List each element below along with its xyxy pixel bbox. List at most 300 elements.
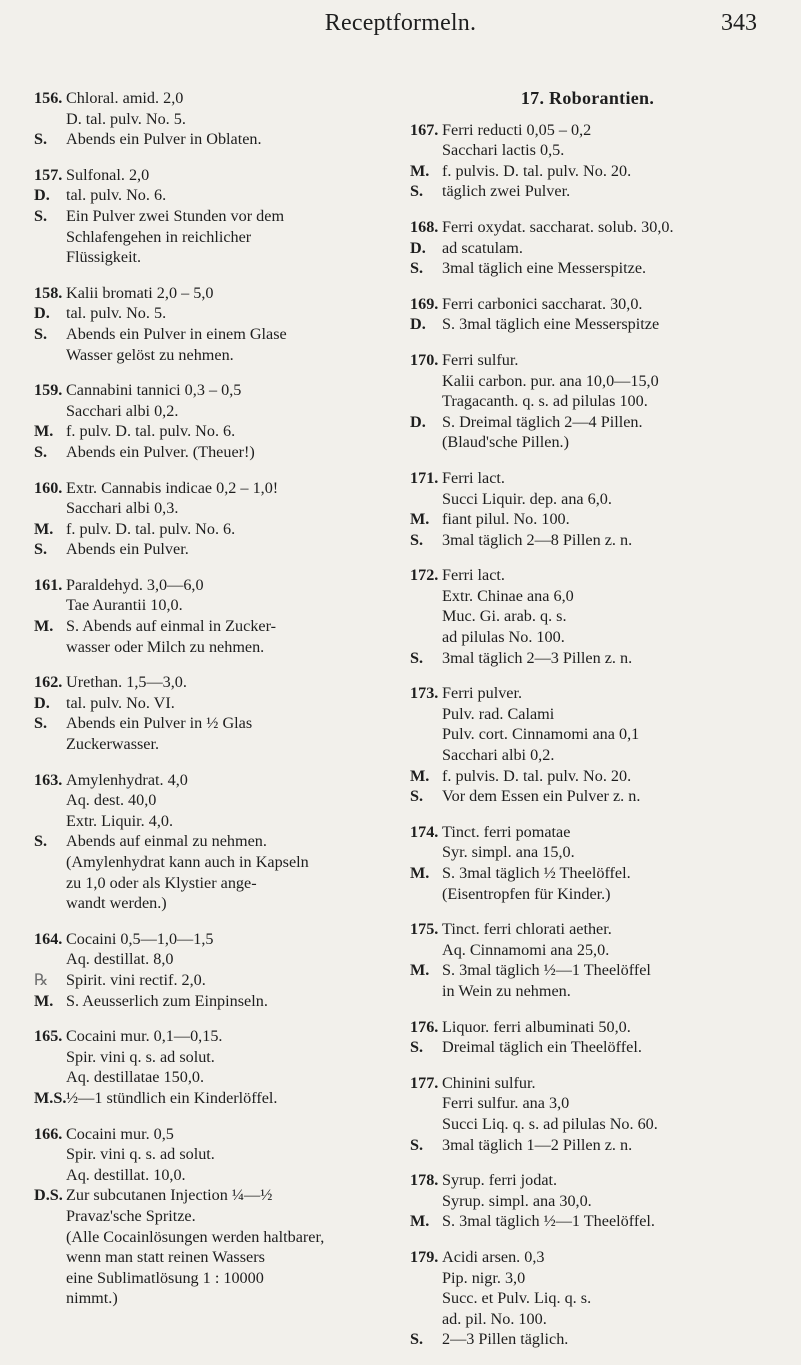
- line-label: [410, 704, 442, 725]
- right-column-entries: [410, 120, 765, 1350]
- recipe-line: [34, 109, 389, 130]
- page-number: 343: [721, 10, 757, 36]
- recipe-line: [34, 1206, 389, 1227]
- line-text: Kalii bromati 2,0 – 5,0: [66, 283, 214, 302]
- line-label: [34, 345, 66, 366]
- line-text: Aq. destillat. 10,0.: [66, 1165, 186, 1184]
- recipe-line: [34, 790, 389, 811]
- recipe-line: [410, 1247, 765, 1268]
- recipe-line: [34, 478, 389, 499]
- line-text: 3mal täglich eine Messerspitze.: [442, 259, 647, 278]
- line-text: in Wein zu nehmen.: [442, 981, 571, 1000]
- recipe-symbol-icon: ℞: [34, 970, 49, 989]
- recipe-line: [410, 745, 765, 766]
- recipe-entry: [34, 1124, 389, 1309]
- line-label: [34, 1206, 66, 1227]
- recipe-line: [410, 766, 765, 787]
- recipe-line: [34, 1227, 389, 1248]
- line-label: S.: [34, 442, 48, 461]
- recipe-line: [34, 1144, 389, 1165]
- line-text: Spir. vini q. s. ad solut.: [66, 1145, 215, 1164]
- line-text: Dreimal täglich ein Theelöffel.: [442, 1038, 642, 1057]
- line-label: [34, 1227, 66, 1248]
- line-text: Pravaz'sche Spritze.: [66, 1206, 196, 1225]
- line-label: S.: [410, 1330, 424, 1349]
- line-text: Liquor. ferri albuminati 50,0.: [442, 1017, 631, 1036]
- line-label: S.: [410, 1038, 424, 1057]
- recipe-entry: [410, 919, 765, 1001]
- recipe-line: [34, 1247, 389, 1268]
- line-text: S. Dreimal täglich 2—4 Pillen.: [442, 412, 643, 431]
- line-text: täglich zwei Pulver.: [442, 182, 571, 201]
- recipe-line: [34, 129, 389, 150]
- line-text: Pip. nigr. 3,0: [442, 1268, 526, 1287]
- recipe-line: [410, 468, 765, 489]
- line-text: Urethan. 1,5—3,0.: [66, 673, 187, 692]
- line-text: Aq. Cinnamomi ana 25,0.: [442, 940, 610, 959]
- recipe-line: [410, 940, 765, 961]
- line-label: D.: [34, 186, 50, 205]
- line-label: S.: [34, 714, 48, 733]
- line-label: [410, 586, 442, 607]
- recipe-line: [410, 786, 765, 807]
- line-label: 179.: [410, 1247, 439, 1266]
- line-label: S.: [410, 648, 424, 667]
- line-label: 160.: [34, 478, 63, 497]
- recipe-line: [410, 1093, 765, 1114]
- line-label: S.: [34, 206, 48, 225]
- line-label: 178.: [410, 1171, 439, 1190]
- line-label: 166.: [34, 1124, 63, 1143]
- line-text: Ferri oxydat. saccharat. solub. 30,0.: [442, 217, 674, 236]
- line-text: S. 3mal täglich ½—1 Theelöffel: [442, 961, 651, 980]
- recipe-line: [410, 350, 765, 371]
- recipe-line: [34, 227, 389, 248]
- line-label: M.: [410, 961, 430, 980]
- recipe-line: [410, 1073, 765, 1094]
- recipe-line: [34, 1165, 389, 1186]
- line-text: tal. pulv. No. VI.: [66, 693, 175, 712]
- line-label: 164.: [34, 929, 63, 948]
- recipe-entry: [34, 165, 389, 268]
- recipe-line: [410, 509, 765, 530]
- recipe-entry: [410, 1073, 765, 1155]
- recipe-line: [34, 1124, 389, 1145]
- line-text: Ferri lact.: [442, 566, 505, 585]
- recipe-line: [34, 929, 389, 950]
- line-label: [34, 227, 66, 248]
- recipe-entry: [34, 478, 389, 560]
- line-label: [34, 595, 66, 616]
- line-text: Sacchari albi 0,3.: [66, 499, 179, 518]
- recipe-line: [34, 303, 389, 324]
- line-text: (Blaud'sche Pillen.): [442, 433, 569, 452]
- line-text: Wasser gelöst zu nehmen.: [66, 345, 234, 364]
- recipe-line: [410, 648, 765, 669]
- line-text: (Amylenhydrat kann auch in Kapseln: [66, 853, 309, 871]
- recipe-line: [410, 1288, 765, 1309]
- recipe-line: [34, 595, 389, 616]
- recipe-line: [34, 1288, 389, 1309]
- line-text: Kalii carbon. pur. ana 10,0—15,0: [442, 371, 659, 390]
- line-label: [410, 371, 442, 392]
- recipe-line: [410, 981, 765, 1002]
- recipe-line: [410, 120, 765, 141]
- line-text: Flüssigkeit.: [66, 248, 142, 267]
- recipe-line: [34, 949, 389, 970]
- line-text: Ein Pulver zwei Stunden vor dem: [66, 206, 285, 225]
- line-label: [410, 842, 442, 863]
- line-text: Abends ein Pulver. (Theuer!): [66, 442, 255, 461]
- recipe-line: [410, 1211, 765, 1232]
- line-label: [410, 1309, 442, 1330]
- line-label: [410, 140, 442, 161]
- line-text: Succi Liquir. dep. ana 6,0.: [442, 489, 612, 508]
- line-label: M.: [410, 1212, 430, 1231]
- recipe-entry: [410, 565, 765, 668]
- recipe-entry: [410, 217, 765, 279]
- recipe-line: [410, 432, 765, 453]
- recipe-line: [410, 1309, 765, 1330]
- line-label: [410, 724, 442, 745]
- line-label: 172.: [410, 566, 439, 585]
- recipe-line: [34, 519, 389, 540]
- recipe-line: [410, 412, 765, 433]
- recipe-line: [410, 530, 765, 551]
- line-label: [410, 432, 442, 453]
- recipe-line: [34, 380, 389, 401]
- line-text: wandt werden.): [66, 894, 167, 913]
- recipe-line: [410, 238, 765, 259]
- recipe-line: [34, 693, 389, 714]
- recipe-entry: [34, 770, 389, 914]
- line-text: Chloral. amid. 2,0: [66, 89, 184, 107]
- recipe-entry: [34, 929, 389, 1011]
- recipe-line: [410, 884, 765, 905]
- line-label: S.: [410, 530, 424, 549]
- line-label: [34, 1067, 66, 1088]
- recipe-line: [410, 960, 765, 981]
- line-text: Abends ein Pulver in einem Glase: [66, 324, 287, 343]
- recipe-line: [34, 185, 389, 206]
- line-text: Ferri lact.: [442, 468, 505, 487]
- line-label: [410, 1093, 442, 1114]
- recipe-line: [34, 575, 389, 596]
- line-label: [410, 391, 442, 412]
- recipe-entry: [410, 120, 765, 202]
- line-text: Sulfonal. 2,0: [66, 165, 150, 184]
- line-label: M.: [410, 864, 430, 882]
- line-label: [410, 1114, 442, 1135]
- recipe-entry: [410, 350, 765, 453]
- line-label: 174.: [410, 822, 439, 841]
- line-text: Muc. Gi. arab. q. s.: [442, 607, 567, 626]
- line-label: 169.: [410, 294, 439, 313]
- recipe-entry: [410, 468, 765, 550]
- line-text: (Alle Cocainlösungen werden haltbarer,: [66, 1227, 325, 1246]
- line-label: [34, 790, 66, 811]
- recipe-line: [410, 140, 765, 161]
- recipe-entry: [34, 283, 389, 365]
- recipe-line: [34, 539, 389, 560]
- line-label: [410, 489, 442, 510]
- page-header: [0, 8, 801, 42]
- recipe-line: [410, 371, 765, 392]
- line-text: Tinct. ferri chlorati aether.: [442, 920, 612, 939]
- line-label: 156.: [34, 89, 63, 107]
- recipe-line: [410, 683, 765, 704]
- line-label: D.: [34, 693, 50, 712]
- line-text: D. tal. pulv. No. 5.: [66, 109, 186, 128]
- recipe-line: [410, 586, 765, 607]
- line-text: Sacchari albi 0,2.: [66, 401, 179, 420]
- recipe-line: [34, 672, 389, 693]
- recipe-line: [34, 1268, 389, 1289]
- line-label: [34, 637, 66, 658]
- line-text: f. pulv. D. tal. pulv. No. 6.: [66, 519, 236, 538]
- recipe-line: [34, 1067, 389, 1088]
- line-text: S. 3mal täglich eine Messerspitze: [442, 315, 660, 334]
- line-label: S.: [34, 130, 48, 149]
- line-label: [34, 949, 66, 970]
- recipe-line: [410, 565, 765, 586]
- line-text: ad pilulas No. 100.: [442, 628, 565, 647]
- line-label: [410, 940, 442, 961]
- line-label: [410, 1288, 442, 1309]
- line-text: Cannabini tannici 0,3 – 0,5: [66, 381, 242, 400]
- line-label: D.: [34, 304, 50, 323]
- left-column: [34, 88, 389, 1324]
- line-label: 167.: [410, 120, 439, 139]
- line-label: S.: [410, 182, 424, 201]
- line-label: M.: [410, 766, 430, 785]
- line-text: ad scatulam.: [442, 238, 523, 257]
- line-text: Pulv. rad. Calami: [442, 704, 555, 723]
- running-title: Receptformeln.: [324, 10, 477, 36]
- line-text: Abends auf einmal zu nehmen.: [66, 832, 267, 851]
- line-text: f. pulvis. D. tal. pulv. No. 20.: [442, 766, 632, 785]
- recipe-line: [410, 724, 765, 745]
- recipe-line: [410, 1191, 765, 1212]
- line-text: Extr. Chinae ana 6,0: [442, 586, 574, 605]
- recipe-line: [410, 1037, 765, 1058]
- recipe-line: [34, 970, 389, 991]
- recipe-entry: [34, 575, 389, 657]
- line-label: D.: [410, 315, 426, 334]
- recipe-line: [34, 1026, 389, 1047]
- line-label: 173.: [410, 684, 439, 703]
- line-text: ad. pil. No. 100.: [442, 1309, 547, 1328]
- line-label: M.: [410, 161, 430, 180]
- line-text: f. pulvis. D. tal. pulv. No. 20.: [442, 161, 632, 180]
- line-text: Abends ein Pulver.: [66, 540, 189, 559]
- line-label: 176.: [410, 1017, 439, 1036]
- line-text: Sacchari lactis 0,5.: [442, 141, 565, 160]
- line-text: Aq. destillatae 150,0.: [66, 1068, 205, 1087]
- line-label: S.: [34, 540, 48, 559]
- recipe-line: [34, 401, 389, 422]
- line-text: Succi Liq. q. s. ad pilulas No. 60.: [442, 1114, 658, 1133]
- line-text: Aq. dest. 40,0: [66, 791, 157, 810]
- line-label: 162.: [34, 673, 63, 692]
- recipe-line: [410, 1135, 765, 1156]
- recipe-entry: [34, 88, 389, 150]
- line-label: [34, 1247, 66, 1268]
- recipe-line: [410, 627, 765, 648]
- line-text: Paraldehyd. 3,0—6,0: [66, 575, 204, 594]
- recipe-line: [34, 893, 389, 914]
- recipe-line: [34, 165, 389, 186]
- line-text: Pulv. cort. Cinnamomi ana 0,1: [442, 725, 640, 744]
- line-text: S. 3mal täglich ½ Theelöffel.: [442, 864, 631, 882]
- line-text: S. 3mal täglich ½—1 Theelöffel.: [442, 1212, 655, 1231]
- line-text: Cocaini mur. 0,5: [66, 1124, 174, 1143]
- line-label: [34, 109, 66, 130]
- line-text: eine Sublimatlösung 1 : 10000: [66, 1268, 264, 1287]
- line-text: Amylenhydrat. 4,0: [66, 770, 188, 789]
- line-label: 177.: [410, 1073, 439, 1092]
- line-text: Tae Aurantii 10,0.: [66, 596, 183, 615]
- line-label: 157.: [34, 165, 63, 184]
- recipe-entry: [34, 380, 389, 462]
- line-label: M.S.: [34, 1088, 67, 1107]
- recipe-line: [34, 637, 389, 658]
- recipe-line: [410, 1268, 765, 1289]
- recipe-line: [34, 713, 389, 734]
- line-text: Sacchari albi 0,2.: [442, 746, 555, 765]
- line-text: Spir. vini q. s. ad solut.: [66, 1047, 215, 1066]
- recipe-line: [34, 283, 389, 304]
- line-label: M.: [34, 519, 54, 538]
- line-label: S.: [410, 259, 424, 278]
- recipe-line: [410, 842, 765, 863]
- line-label: [34, 498, 66, 519]
- recipe-line: [34, 345, 389, 366]
- recipe-line: [34, 616, 389, 637]
- recipe-line: [34, 324, 389, 345]
- line-label: [410, 884, 442, 905]
- line-label: 175.: [410, 920, 439, 939]
- line-label: 170.: [410, 350, 439, 369]
- line-text: zu 1,0 oder als Klystier ange-: [66, 873, 257, 892]
- line-label: S.: [410, 1135, 424, 1154]
- recipe-entry: [410, 822, 765, 904]
- line-text: Tinct. ferri pomatae: [442, 822, 571, 841]
- line-label: [34, 247, 66, 268]
- line-text: Schlafengehen in reichlicher: [66, 227, 252, 246]
- line-text: Tragacanth. q. s. ad pilulas 100.: [442, 392, 648, 411]
- recipe-line: [410, 1017, 765, 1038]
- recipe-entry: [410, 1017, 765, 1058]
- line-label: D.S.: [34, 1186, 63, 1205]
- line-text: Zuckerwasser.: [66, 735, 160, 754]
- line-label: 158.: [34, 283, 63, 302]
- recipe-line: [34, 1185, 389, 1206]
- line-text: nimmt.): [66, 1289, 118, 1308]
- recipe-entry: [410, 1247, 765, 1350]
- line-label: [34, 1047, 66, 1068]
- line-label: D.: [410, 412, 426, 431]
- line-label: [34, 1144, 66, 1165]
- recipe-line: [34, 852, 389, 873]
- line-text: S. Abends auf einmal in Zucker-: [66, 617, 277, 636]
- line-label: [410, 981, 442, 1002]
- line-text: Cocaini mur. 0,1—0,15.: [66, 1027, 223, 1046]
- line-label: [34, 734, 66, 755]
- recipe-line: [34, 1047, 389, 1068]
- recipe-line: [34, 498, 389, 519]
- recipe-line: [410, 258, 765, 279]
- line-text: tal. pulv. No. 5.: [66, 304, 167, 323]
- recipe-line: [410, 294, 765, 315]
- line-label: [34, 401, 66, 422]
- line-label: 165.: [34, 1027, 63, 1046]
- line-text: 3mal täglich 2—8 Pillen z. n.: [442, 530, 633, 549]
- line-label: [34, 893, 66, 914]
- recipe-line: [410, 919, 765, 940]
- recipe-line: [34, 734, 389, 755]
- line-label: [34, 873, 66, 894]
- line-label: 163.: [34, 770, 63, 789]
- line-text: Abends ein Pulver in Oblaten.: [66, 130, 262, 149]
- line-text: fiant pilul. No. 100.: [442, 510, 570, 529]
- line-text: Syr. simpl. ana 15,0.: [442, 843, 575, 862]
- recipe-line: [410, 606, 765, 627]
- line-text: Spirit. vini rectif. 2,0.: [66, 970, 206, 989]
- line-label: [34, 1268, 66, 1289]
- line-text: ½—1 stündlich ein Kinderlöffel.: [66, 1088, 278, 1107]
- line-text: Chinini sulfur.: [442, 1073, 536, 1092]
- recipe-line: [34, 442, 389, 463]
- recipe-line: [410, 314, 765, 335]
- line-label: S.: [34, 324, 48, 343]
- recipe-line: [410, 161, 765, 182]
- line-label: [410, 627, 442, 648]
- recipe-line: [410, 704, 765, 725]
- line-label: 161.: [34, 575, 63, 594]
- recipe-line: [34, 88, 389, 109]
- line-text: Acidi arsen. 0,3: [442, 1247, 545, 1266]
- line-text: Syrup. ferri jodat.: [442, 1171, 558, 1190]
- recipe-line: [34, 421, 389, 442]
- line-text: tal. pulv. No. 6.: [66, 186, 167, 205]
- recipe-entry: [410, 294, 765, 335]
- line-text: 2—3 Pillen täglich.: [442, 1330, 569, 1349]
- line-label: M.: [410, 510, 430, 529]
- recipe-line: [410, 1170, 765, 1191]
- line-text: wenn man statt reinen Wassers: [66, 1248, 265, 1267]
- recipe-line: [410, 217, 765, 238]
- recipe-line: [410, 489, 765, 510]
- line-text: Aq. destillat. 8,0: [66, 950, 174, 969]
- line-label: [34, 852, 66, 873]
- recipe-line: [34, 873, 389, 894]
- recipe-line: [34, 206, 389, 227]
- line-label: [410, 745, 442, 766]
- line-label: [410, 1268, 442, 1289]
- recipe-line: [410, 181, 765, 202]
- line-label: S.: [410, 787, 424, 806]
- line-text: Ferri reducti 0,05 – 0,2: [442, 120, 592, 139]
- line-label: 171.: [410, 468, 439, 487]
- recipe-line: [34, 247, 389, 268]
- recipe-line: [410, 863, 765, 884]
- section-title: 17. Roborantien.: [520, 88, 655, 108]
- recipe-line: [410, 391, 765, 412]
- line-text: Extr. Cannabis indicae 0,2 – 1,0!: [66, 478, 279, 497]
- line-text: Ferri pulver.: [442, 684, 523, 703]
- recipe-line: [410, 1329, 765, 1350]
